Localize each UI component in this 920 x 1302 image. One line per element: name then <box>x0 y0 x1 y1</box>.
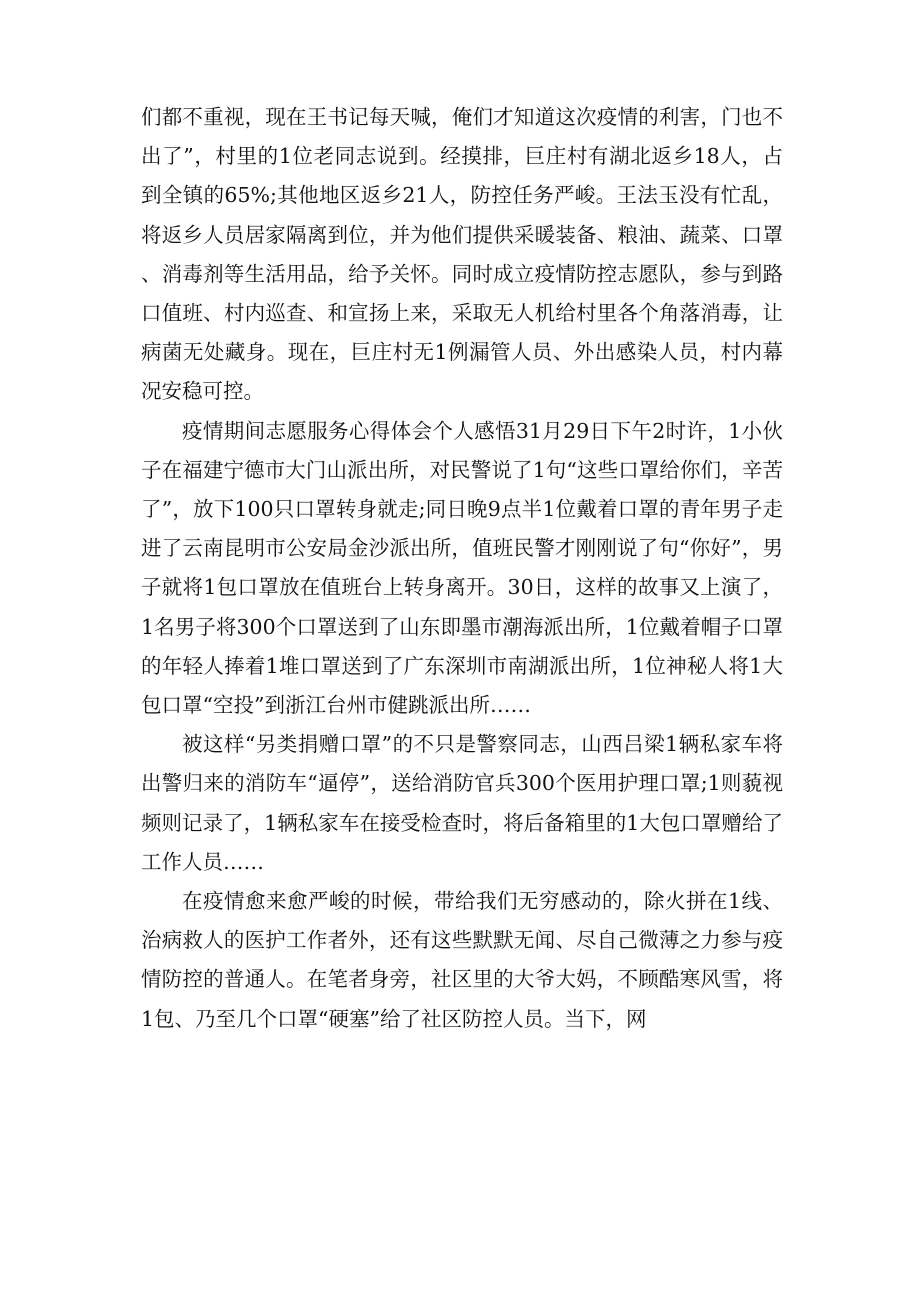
paragraph-2: 疫情期间志愿服务心得体会个人感悟31月29日下午2时许，1小伙子在福建宁德市大门山派出所，对民警说了1句“这些口罩给你们，辛苦了”，放下100只口罩转身就走;同日晚9点半1位戴着口罩的青年男子走进了云南昆明市公安局金沙派出所，值班民警才刚刚说了句“你好”，男子就将1包口罩放在值班台上转身离开。30日，这样的故事又上演了，1名男子将300个口罩送到了山东即墨市潮海派出所，1位戴着帽子口罩的年轻人捧着1堆口罩送到了广东深圳市南湖派出所，1位神秘人将1大包口罩“空投”到浙江台州市健跳派出所…… <box>141 418 783 718</box>
paragraph-4: 在疫情愈来愈严峻的时候，带给我们无穷感动的，除火拼在1线、治病救人的医护工作者外，还有这些默默无闻、尽自己微薄之力参与疫情防控的普通人。在笔者身旁，社区里的大爷大妈，不顾酷寒风雪，将1包、乃至几个口罩“硬塞”给了社区防控人员。当下，网 <box>141 889 783 1031</box>
paragraph-3: 被这样“另类捐赠口罩”的不只是警察同志，山西吕梁1辆私家车将出警归来的消防车“逼停”，送给消防官兵300个医用护理口罩;1则藐视频则记录了，1辆私家车在接受检查时，将后备箱里的1大包口罩赠给了工作人员…… <box>141 732 783 874</box>
paragraph-1: 们都不重视，现在王书记每天喊，俺们才知道这次疫情的利害，门也不出了”，村里的1位老同志说到。经摸排，巨庄村有湖北返乡18人，占到全镇的65%;其他地区返乡21人，防控任务严峻。王法玉没有忙乱，将返乡人员居家隔离到位，并为他们提供采暖装备、粮油、蔬菜、口罩、消毒剂等生活用品，给予关怀。同时成立疫情防控志愿队，参与到路口值班、村内巡查、和宣扬上来，采取无人机给村里各个角落消毒，让病菌无处藏身。现在，巨庄村无1例漏管人员、外出感染人员，村内幕况安稳可控。 <box>141 105 783 404</box>
document-body <box>141 98 783 1039</box>
